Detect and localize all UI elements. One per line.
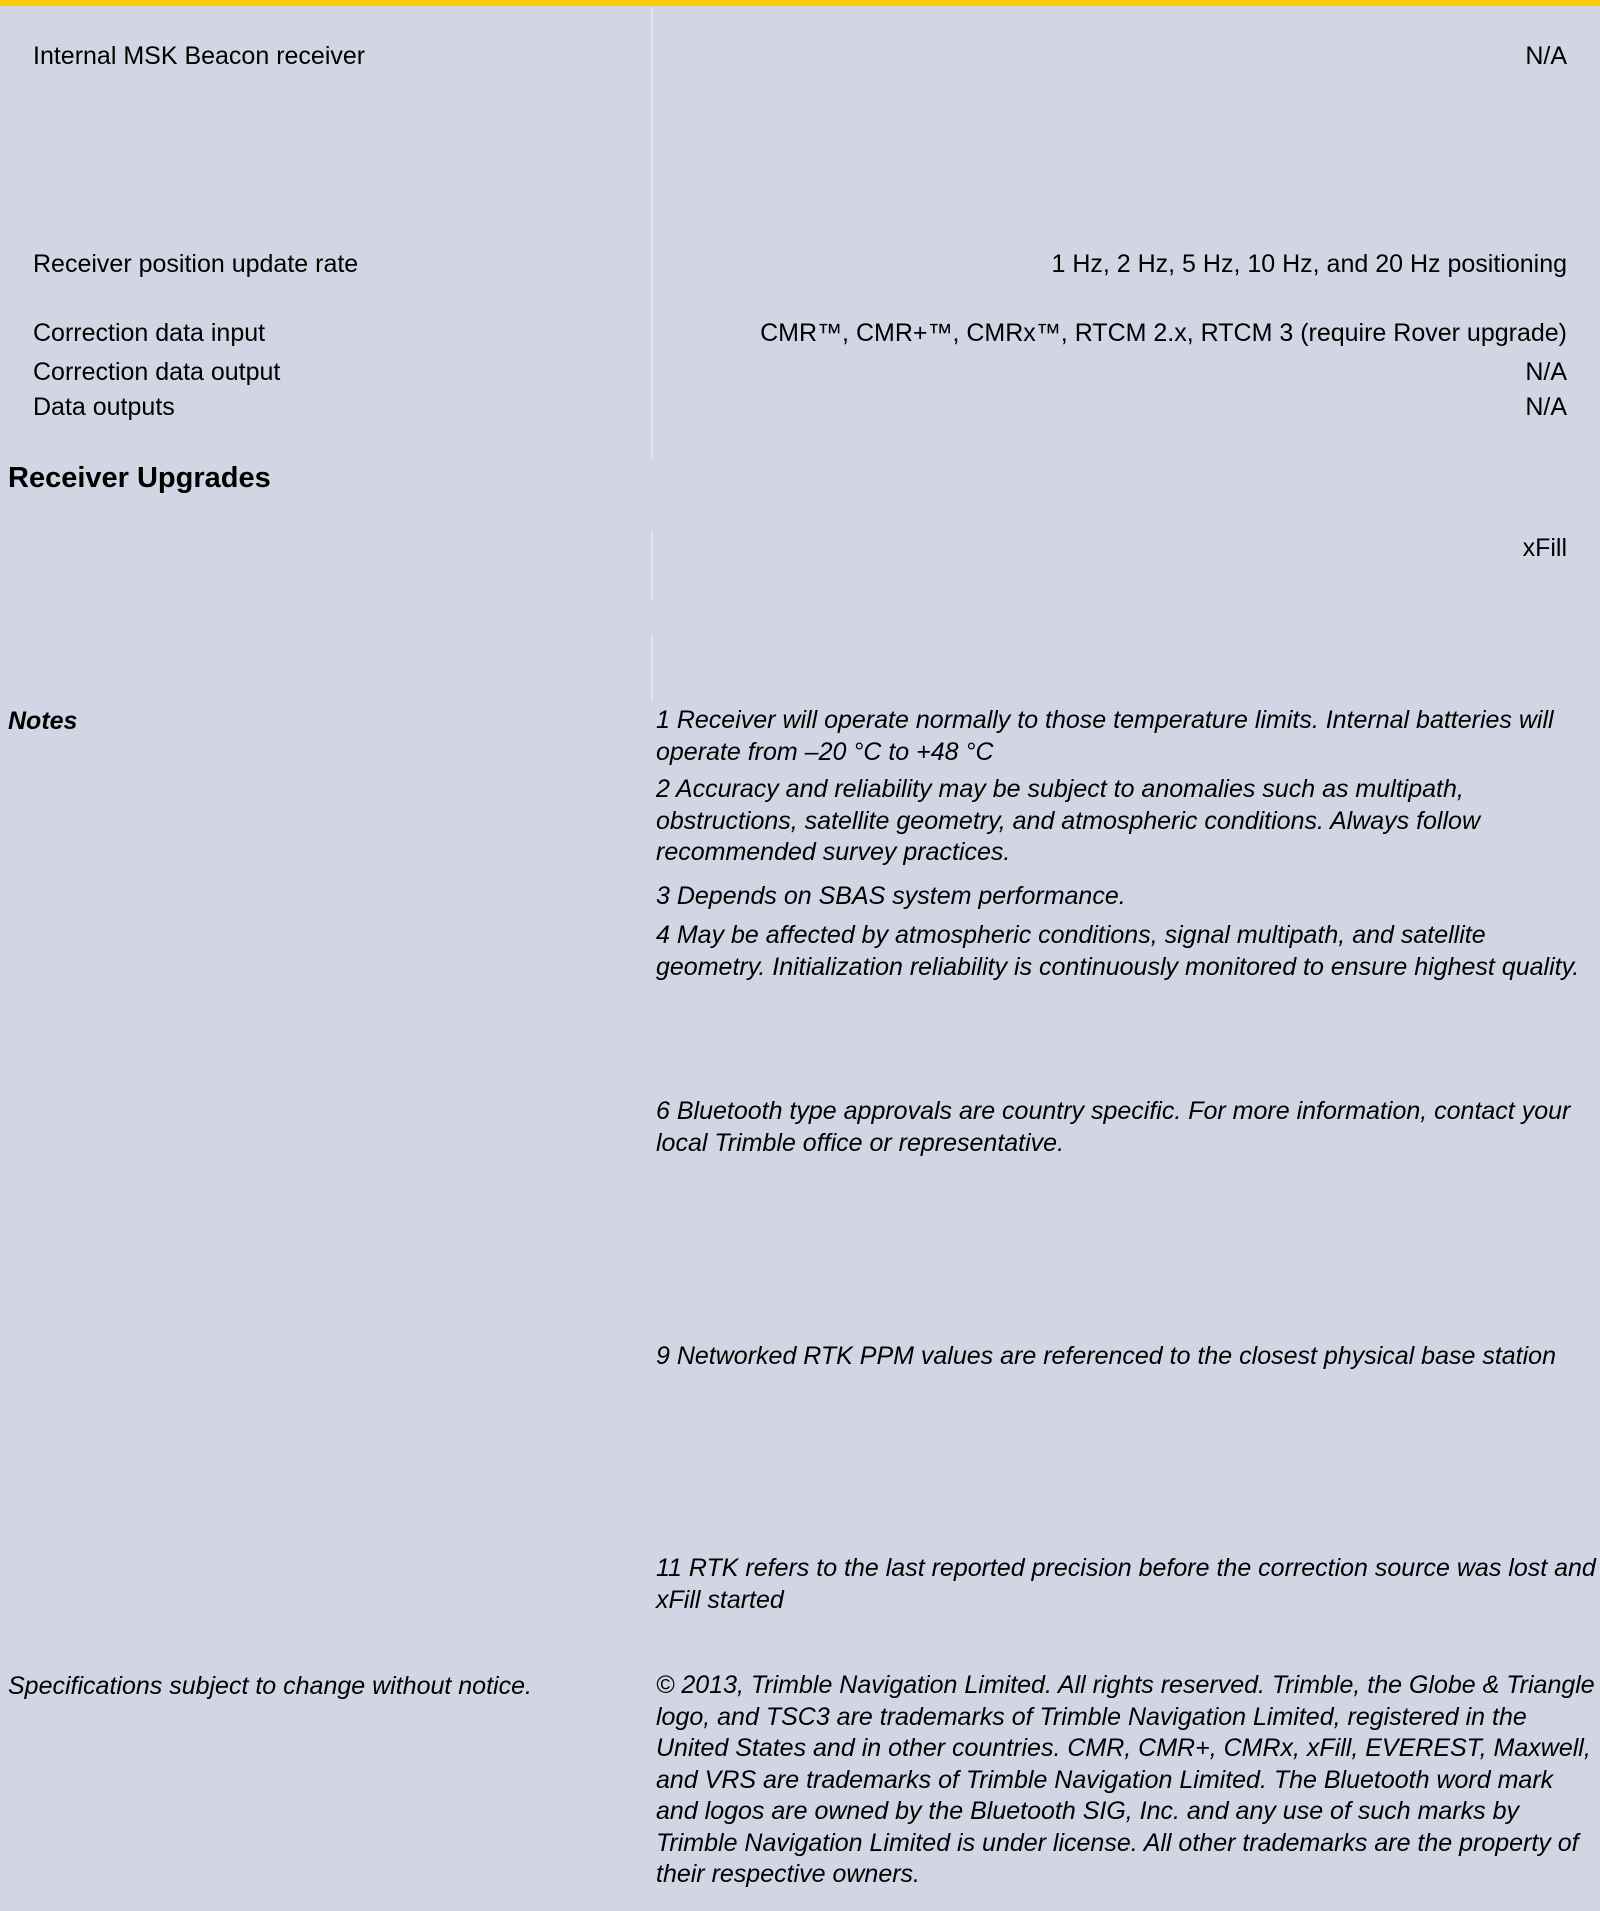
spec-value-correction-output: N/A — [1525, 358, 1567, 386]
note-6: 6 Bluetooth type approvals are country specific. For more information, contact your local Trimble office or representative. — [656, 1097, 1571, 1157]
top-accent-bar — [0, 0, 1600, 6]
section-heading-receiver-upgrades: Receiver Upgrades — [8, 462, 271, 494]
note-4: 4 May be affected by atmospheric conditions, signal multipath, and satellite geometry. Initialization reliability is continuously monitored to ensure highest quality. — [656, 921, 1580, 981]
upgrade-value-xfill: xFill — [1522, 534, 1567, 562]
spec-value-update-rate: 1 Hz, 2 Hz, 5 Hz, 10 Hz, and 20 Hz positioning — [1051, 250, 1567, 278]
spec-label-correction-output: Correction data output — [33, 358, 281, 386]
column-divider — [651, 636, 653, 700]
notes-label: Notes — [8, 707, 78, 735]
note-11: 11 RTK refers to the last reported precision before the correction source was lost and xFill started — [656, 1554, 1596, 1614]
spec-label-correction-input: Correction data input — [33, 319, 266, 347]
spec-value-correction-input: CMR™, CMR+™, CMRx™, RTCM 2.x, RTCM 3 (require Rover upgrade) — [760, 319, 1567, 347]
copyright-text: © 2013, Trimble Navigation Limited. All rights reserved. Trimble, the Globe & Triangle logo, and TSC3 are trademarks of Trimble Navigation Limited, registered in the United States and in other countries. CMR, CMR+, CMRx, xFill, EVEREST, Maxwell, and VRS are trademarks of Trimble Navigation Limited. The Bluetooth word mark and logos are owned by the Bluetooth SIG, Inc. and any use of such marks by Trimble Navigation Limited is under license. All other trademarks are the property of their respective owners. — [656, 1671, 1595, 1888]
spec-label-data-outputs: Data outputs — [33, 393, 175, 421]
column-divider — [651, 532, 653, 600]
spec-value-data-outputs: N/A — [1525, 393, 1567, 421]
column-divider — [651, 8, 653, 459]
spec-value-msk-beacon: N/A — [1525, 42, 1567, 70]
note-2: 2 Accuracy and reliability may be subject to anomalies such as multipath, obstructions, satellite geometry, and atmospheric conditions. Always follow recommended survey practices. — [656, 775, 1480, 866]
note-9: 9 Networked RTK PPM values are referenced to the closest physical base station — [656, 1342, 1556, 1370]
note-3: 3 Depends on SBAS system performance. — [656, 882, 1126, 910]
note-1: 1 Receiver will operate normally to those temperature limits. Internal batteries will operate from –20 °C to +48 °C — [656, 706, 1554, 766]
spec-label-msk-beacon: Internal MSK Beacon receiver — [33, 42, 366, 70]
disclaimer-text: Specifications subject to change without notice. — [8, 1672, 532, 1700]
spec-label-update-rate: Receiver position update rate — [33, 250, 359, 278]
